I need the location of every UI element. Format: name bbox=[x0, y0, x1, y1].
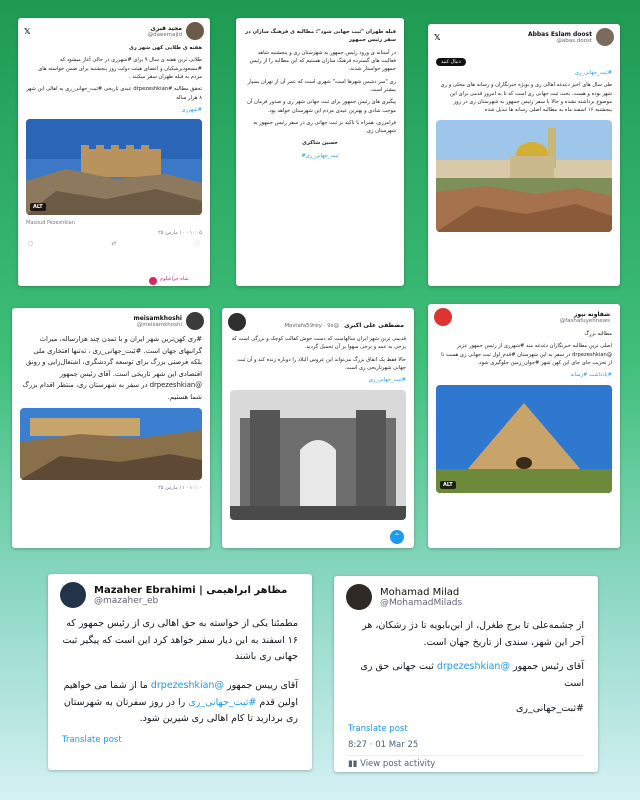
timestamp: ۱۰:۰۵ · ۱۰ مارس ۲۵ bbox=[158, 230, 202, 237]
youtube-sticker-icon bbox=[148, 276, 158, 286]
hashtag-link[interactable]: #ثبت_جهانی_ری bbox=[188, 696, 257, 708]
text-fragment: ما از شما می خواهیم اولین قدم bbox=[63, 679, 298, 708]
timestamp: 8:27 · 01 Mar 25 bbox=[348, 740, 419, 751]
tweet-card-majid[interactable] bbox=[18, 18, 210, 286]
tweet-card-mazaher[interactable] bbox=[48, 574, 312, 770]
tweet-card-milad[interactable] bbox=[334, 576, 598, 772]
scroll-top-button[interactable]: ⌃ bbox=[390, 530, 404, 544]
tweet-text: اصلی ترین مطالبه خبرنگاران دغدغه مند #شهرری از رئیس جمهور عزیز @drpezeshkian در سفر به این شهرستان #قدم_اول ثبت جهانی ری هست تا از تخریب جای جای این کهن شهر #جوان_زمین جلوگیری شود. bbox=[441, 343, 612, 366]
shrine-photo bbox=[436, 120, 612, 232]
author-name: Mazaher Ebrahimi | مظاهر ابراهیمی bbox=[94, 584, 288, 596]
historic-gate-photo bbox=[230, 390, 406, 520]
alt-badge[interactable]: ALT bbox=[30, 203, 46, 211]
tweet-card-mostafa[interactable] bbox=[222, 308, 414, 548]
tweet-text: طلایی ترین هفته ی سال ۹ برای #شهرری در حالی آغاز میشود که #مسعودپزشکیان و اعضای هیئت دولت روز پنجشنبه برای ضمن خواسته های مردم به قبله طهران سفر میکنند . bbox=[38, 57, 202, 80]
article-headline: قبله طهران "ثبت جهانی شود"؛ مطالبه ی فرهنگ سازان در سفر رئیس جمهور bbox=[245, 29, 396, 44]
avatar[interactable] bbox=[228, 313, 246, 331]
follow-button[interactable]: دنبال کنید bbox=[436, 58, 466, 66]
tweet-image[interactable] bbox=[230, 390, 406, 520]
sticker-label: شاه چراغیلوم bbox=[160, 276, 189, 282]
author-handle: @daeemajid bbox=[147, 31, 182, 38]
tweet-text: قدیمی ترین شهر ایران سالهاست که دست خوش کفالت کوچک و بزرگی است که برخی به عمد و برخی سهوا بر آن تحمیل گردید. bbox=[231, 336, 406, 351]
author-name: مجید قبری bbox=[150, 24, 182, 32]
avatar[interactable] bbox=[60, 582, 86, 608]
author-handle: @MohamadMilads bbox=[380, 597, 463, 608]
mention-link[interactable]: @drpezeshkian bbox=[150, 679, 224, 691]
view-post-activity-link[interactable] bbox=[334, 756, 598, 772]
tweet-text-2: تحقق مطالبه #drpezeshkian عیدی تاریخی #ثبت_جهانی_ری به اهالی این شهر ۸ هزار ساله bbox=[26, 86, 202, 101]
author-name: شفاونه نیوز bbox=[573, 310, 610, 318]
hashtag-link[interactable]: #یادداشت #رسانه bbox=[570, 372, 612, 379]
ice-house-photo bbox=[436, 385, 612, 493]
timestamp: ۱۰:۰۰ · ۱۱ مارس ۲۵ bbox=[158, 485, 202, 492]
avatar[interactable] bbox=[596, 28, 614, 46]
tweet-image[interactable] bbox=[436, 120, 612, 232]
author-handle: @Mostafa59rey · 9s bbox=[284, 323, 340, 329]
hashtag-link[interactable]: #ثبت_جهانی_ری bbox=[368, 377, 406, 384]
reply-icon[interactable]: ○ bbox=[28, 240, 34, 248]
tweet-image[interactable] bbox=[26, 119, 202, 215]
hashtag-link[interactable]: #ثبت_جهانی_ری bbox=[574, 70, 612, 76]
author-name: meisamkhoshi bbox=[133, 314, 182, 322]
hashtag-link[interactable]: #شهرری bbox=[181, 106, 202, 113]
like-icon[interactable]: ♡ bbox=[194, 240, 200, 248]
hashtag-link[interactable]: #ثبت_جهانی_ری bbox=[301, 152, 339, 159]
tweet-label: مطالبه بزرگ bbox=[584, 331, 612, 337]
mention-link[interactable]: @drpezeshkian bbox=[436, 661, 510, 673]
tweet-text: از چشمه‌علی تا برج طغرل، از ابن‌بابویه تا دژ رشکان، هر آجر این شهر، سندی از تاریخ جهان است. bbox=[362, 620, 584, 648]
tweet-card-fashafuyeh[interactable] bbox=[428, 304, 620, 548]
text-fragment: آقای رئیس جمهور bbox=[509, 661, 584, 673]
text-fragment: آقای رییس جمهور bbox=[223, 679, 298, 691]
author-handle: @abas.doost bbox=[556, 37, 592, 44]
tweet-card-meisam[interactable] bbox=[12, 308, 210, 548]
article-paragraph: در آستانه ی ورود رئیس جمهور به شهرستان ری و پنجشنبه شاهد فعالیت های گسترده فرهنگ سازان هستیم که این مطالبه را از رئیس جمهور خواستار شدند. bbox=[249, 49, 396, 73]
translate-post-link[interactable]: Translate post bbox=[348, 724, 408, 735]
avatar[interactable] bbox=[434, 308, 452, 326]
avatar[interactable] bbox=[186, 312, 204, 330]
tweet-text: #ری کهن‌ترین شهر ایران و با تمدن چند هزارساله، میراث گرانبهای جهان است. #ثبت_جهانی_ری ، نه‌تنها افتخاری ملی بلکه فرصتی بزرگ برای توسعه گردشگری، اشتغال‌زایی و رونق اقتصادی این شهر تاریخی است. آقای رئیس جمهور @drpezeshkian در سفر به شهرستان ری، منتظر اقدام بزرگ شما هستیم. bbox=[22, 335, 202, 401]
author-name: مصطفی علی اکبری bbox=[344, 322, 404, 329]
castle-photo bbox=[26, 119, 202, 215]
x-logo-icon: 𝕏 bbox=[24, 26, 31, 36]
tweet-image[interactable] bbox=[20, 408, 202, 480]
castle-wall-photo bbox=[20, 408, 202, 480]
photo-credit: Masoud Pezeshkian bbox=[26, 220, 75, 227]
text-fragment: ثبت جهانی حق ری است bbox=[360, 661, 584, 689]
article-author: حسین شاکری bbox=[302, 140, 338, 147]
author-name: Mohamad Milad bbox=[380, 586, 460, 598]
translate-post-link[interactable]: Translate post bbox=[62, 734, 122, 745]
article-paragraph: فرامرزی، همراه با تاکید بر ثبت جهانی ری در سفر رئیس جمهور به شهرستان ری. bbox=[253, 119, 396, 135]
hashtag-link[interactable]: #ثبت_جهانی_ری bbox=[515, 702, 584, 714]
tweet-text: طی سال های اخیر دغدغه اهالی ری و بویژه خبرنگاران و رسانه های محلی و ری شهر بوده و هست. بحث ثبت جهانی ری است که تا به امروز قدمی برای این موضوع برداشته نشده و حالا با سفر رئیس جمهور به شهرستان ری در روز پنجشنبه ۱۶ اسفند ماه به مطالبه اصلی رسانه ها تبدیل شده bbox=[440, 82, 612, 114]
tweet-text-2 bbox=[48, 674, 312, 732]
activity-label: View post activity bbox=[360, 759, 436, 770]
tweet-text-2 bbox=[334, 655, 598, 696]
avatar[interactable] bbox=[346, 584, 372, 610]
action-bar bbox=[18, 238, 210, 249]
author-handle: @mazaher_eb bbox=[94, 595, 159, 606]
article-paragraph: ری "سر دشمن شهرها است" شهری است که عمر آن از تهران بسیار بیشتر است. bbox=[247, 78, 396, 93]
tweet-text-2: حالا فقط یک اتفاق بزرگ می‌تواند این عروس البلاد را دوباره زنده کند و آن ثبت جهانی شهرتاریخی ری است. bbox=[237, 356, 406, 371]
text-fragment: را در روز سفرتان به شهرستان ری بردارید تا کام اهالی ری شیرین شود. bbox=[63, 696, 298, 725]
activity-icon: ▮▮ bbox=[348, 759, 361, 770]
author-handle: @meisamkhoshi bbox=[136, 321, 182, 328]
x-logo-icon: 𝕏 bbox=[434, 32, 441, 42]
news-card-document[interactable] bbox=[236, 18, 404, 286]
alt-badge[interactable]: ALT bbox=[440, 481, 456, 489]
tweet-text: مطمئنا یکی از خواسته به حق اهالی ری از رئیس جمهور که ۱۶ اسفند به این دیار سفر خواهد کرد این است که پیگیر ثبت جهانی ری باشند bbox=[62, 618, 298, 663]
avatar[interactable] bbox=[186, 22, 204, 40]
author-name: Abbas Eslam doost bbox=[527, 30, 592, 38]
article-paragraph: پیگیری های رئیس جمهور برای ثبت جهانی شهر ری و صدور فرمان آن موجب شادی و بهترین عیدی مردم این شهرستان خواهد بود. bbox=[247, 99, 396, 114]
tweet-title: هفته ی طلایی کهن شهر ری bbox=[128, 45, 202, 51]
tweet-image[interactable] bbox=[436, 385, 612, 493]
tweet-card-abbas[interactable] bbox=[428, 24, 620, 286]
author-handle: @fashafuyehnews bbox=[559, 317, 610, 324]
repost-icon[interactable]: ⇄ bbox=[111, 240, 117, 248]
